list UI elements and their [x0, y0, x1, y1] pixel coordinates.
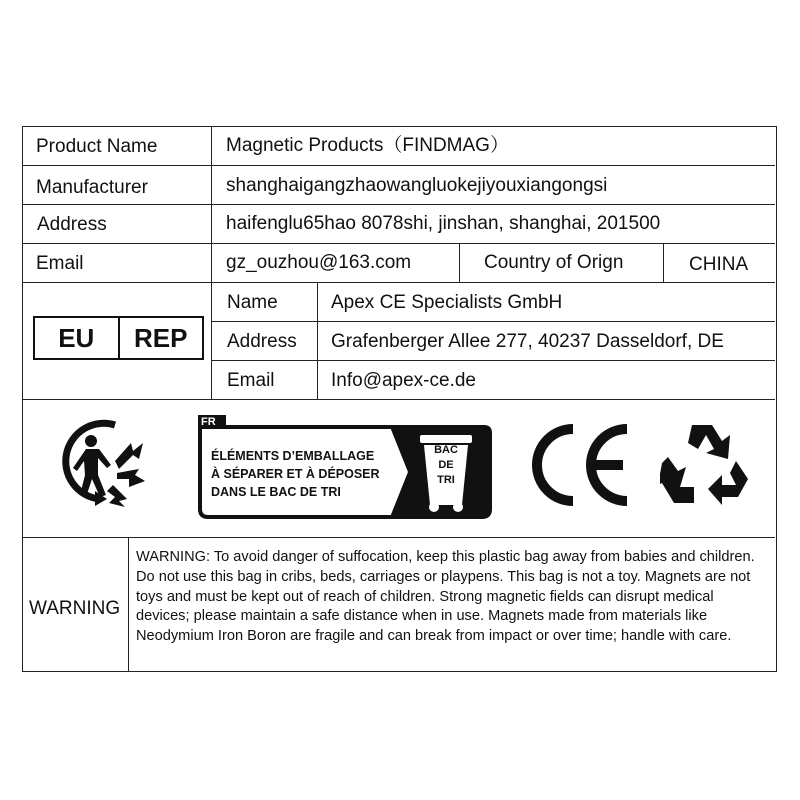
- eu-rep-address-value: Grafenberger Allee 277, 40237 Dasseldorf, DE: [331, 331, 724, 352]
- email-label: Email: [36, 253, 84, 274]
- origin-value: CHINA: [689, 254, 749, 275]
- divider: [317, 282, 318, 399]
- divider: [23, 204, 775, 205]
- warning-text: WARNING: To avoid danger of suffocation, keep this plastic bag away from babies and children. Do not use this bag in cribs, beds, carriages or playpens. This bag is not a toy. Magnets are not toys and must be kept out of reach of children. Strong magnetic fields can disrupt medical devices; please maintain a safe distance when in use. Magnets made from materials like Neodymium Iron Boron are fragile and can break from impact or over time; handle with care.: [136, 549, 755, 645]
- eu-rep-address-label: Address: [227, 331, 297, 352]
- divider: [211, 360, 775, 361]
- eu-rep-name-label: Name: [227, 292, 278, 313]
- address-value: haifenglu65hao 8078shi, jinshan, shanghai, 201500: [226, 213, 661, 234]
- eu-rep-badge-right: REP: [118, 318, 203, 358]
- divider: [128, 537, 129, 671]
- divider: [23, 165, 775, 166]
- bin-line-2: DE: [438, 459, 454, 471]
- product-name-label: Product Name: [36, 136, 158, 157]
- divider: [663, 243, 664, 282]
- divider: [23, 282, 775, 283]
- eu-rep-badge-left: EU: [58, 322, 95, 353]
- email-value: gz_ouzhou@163.com: [226, 252, 412, 273]
- ce-mark-icon: [529, 423, 635, 507]
- recycle-icon: [660, 421, 750, 507]
- divider: [459, 243, 460, 282]
- bin-line-1: BAC: [434, 444, 458, 456]
- divider: [211, 321, 775, 322]
- divider: [23, 537, 775, 538]
- info-tri-line-1: ÉLÉMENTS D’EMBALLAGE: [211, 449, 375, 463]
- eu-rep-email-value: Info@apex-ce.de: [331, 370, 476, 391]
- product-name-value: Magnetic Products（FINDMAG）: [226, 135, 509, 156]
- info-tri-line-2: À SÉPARER ET À DÉPOSER: [211, 467, 380, 481]
- info-tri-tag: FR: [201, 416, 216, 428]
- manufacturer-value: shanghaigangzhaowangluokejiyouxiangongsi: [226, 175, 608, 196]
- warning-label: WARNING: [29, 598, 121, 619]
- origin-label: Country of Orign: [484, 252, 624, 273]
- manufacturer-label: Manufacturer: [36, 177, 148, 198]
- bin-label: [429, 443, 463, 488]
- info-tri-line-3: DANS LE BAC DE TRI: [211, 485, 341, 499]
- bin-line-3: TRI: [437, 474, 455, 486]
- eu-rep-badge: [33, 316, 204, 360]
- divider: [211, 127, 212, 399]
- eu-rep-name-value: Apex CE Specialists GmbH: [331, 292, 563, 313]
- triman-icon: [53, 415, 145, 507]
- divider: [23, 399, 775, 400]
- product-label: [22, 126, 777, 672]
- eu-rep-email-label: Email: [227, 370, 275, 391]
- address-label: Address: [37, 214, 107, 235]
